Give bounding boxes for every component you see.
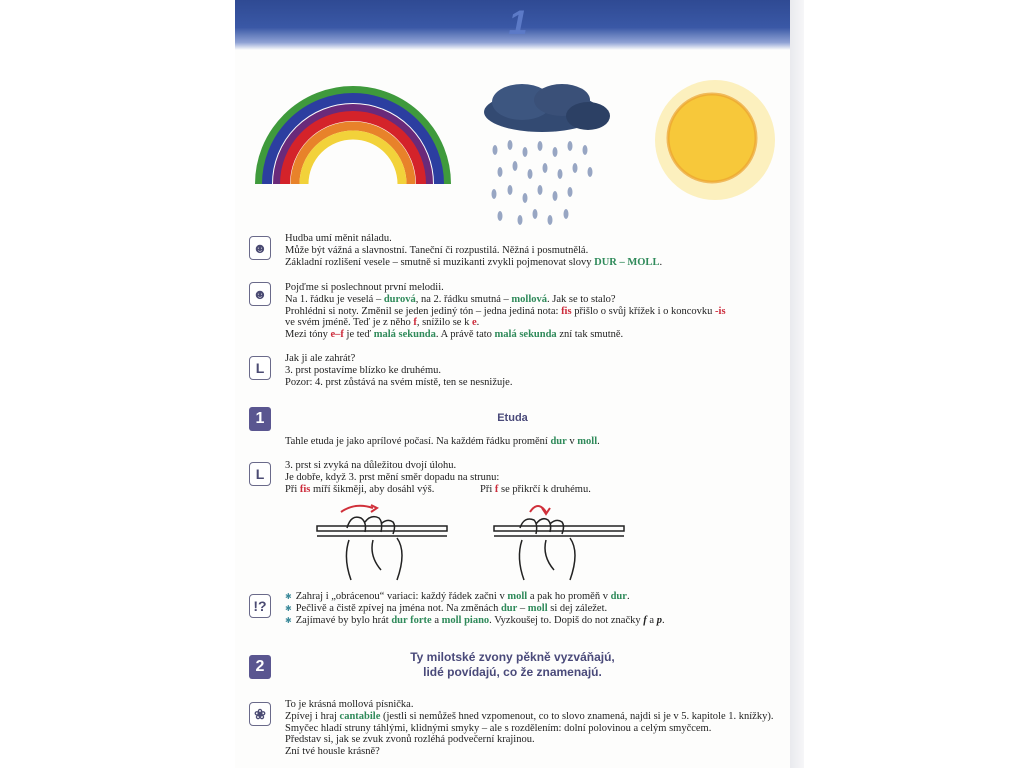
hand-f-drawing xyxy=(490,500,630,585)
fingering-text xyxy=(285,353,512,388)
facing-page-edge xyxy=(790,0,804,768)
song-instructions xyxy=(285,699,773,758)
rainbow-illustration xyxy=(253,78,453,188)
melody-line: Prohlédni si noty. Změnil se jeden jediný tón – jedna jediná nota: fis přišlo o svůj křížek i o koncovku -is xyxy=(285,305,726,317)
third-finger-line: 3. prst si zvyká na důležitou dvojí úlohu. xyxy=(285,460,457,471)
fingering-line: Jak ji ale zahrát? xyxy=(285,353,356,364)
task-item: ✱ Zajímavé by bylo hrát dur forte a moll piano. Vyzkoušej to. Dopiš do not značky f a p. xyxy=(285,615,665,627)
song-line: Smyčec hladí struny táhlými, klidnými smyky – ale s rozdělením: dolní polovinou a celým smyčcem. xyxy=(285,722,712,734)
melody-line: Pojďme si poslechnout první melodii. xyxy=(285,282,444,293)
rain-cloud-illustration xyxy=(470,80,615,240)
song-line: To je krásná mollová písnička. xyxy=(285,699,414,710)
task-item: ✱ Zahraj i „obrácenou“ variaci: každý řádek začni v moll a pak ho proměň v dur. xyxy=(285,591,665,603)
melody-text xyxy=(285,282,726,341)
exercise-number-badge: 2 xyxy=(249,655,271,679)
melody-line: ve svém jméně. Teď je z něho f, snížilo se k e. xyxy=(285,317,480,329)
song-line: Zní tvé housle krásně? xyxy=(285,746,380,758)
fingering-line: Pozor: 4. prst zůstává na svém místě, ten se nesnižuje. xyxy=(285,376,513,388)
chapter-banner xyxy=(235,0,790,50)
sun-illustration xyxy=(640,68,790,208)
song-line: Zpívej i hraj cantabile (jestli si nemůžeš hned vzpomenout, co to slovo znamená, najdi si je v 5. kapitole 1. knížky). xyxy=(285,710,774,722)
song-line: Představ si, jak se zvuk zvonů rozléhá podvečerní krajinou. xyxy=(285,734,535,746)
letter-L-icon: L xyxy=(249,462,271,486)
f-caption: Při f se přikrčí k druhému. xyxy=(480,484,591,495)
textbook-page xyxy=(235,0,790,768)
task-list xyxy=(285,591,665,626)
listening-face-icon: ☻ xyxy=(249,236,271,260)
chapter-number: 1 xyxy=(508,4,528,42)
fis-caption: Při fis míří šikměji, aby dosáhl výš. xyxy=(285,484,435,495)
bird-icon: ❀ xyxy=(249,702,271,726)
letter-L-icon: L xyxy=(249,356,271,380)
melody-line: Mezi tóny e–f je teď malá sekunda. A právě tato malá sekunda zní tak smutně. xyxy=(285,329,624,341)
exercise-number-badge: 1 xyxy=(249,407,271,431)
fingering-line: 3. prst postavíme blízko ke druhému. xyxy=(285,364,442,376)
intro-line: Hudba umí měnit náladu. xyxy=(285,233,392,244)
intro-text xyxy=(285,233,662,268)
song-title: Ty milotské zvony pěkně vyzváňajú, lidé povídajú, co že znamenajú. xyxy=(410,650,615,679)
third-finger-text xyxy=(285,460,499,484)
intro-line: Může být vážná a slavnostní. Taneční či rozpustilá. Něžná i posmutnělá. xyxy=(285,244,589,256)
listening-face-icon: ☻ xyxy=(249,282,271,306)
melody-line: Na 1. řádku je veselá – durová, na 2. řádku smutná – mollová. Jak se to stalo? xyxy=(285,293,616,305)
task-item: ✱ Pečlivě a čistě zpívej na jména not. Na změnách dur – moll si dej záležet. xyxy=(285,603,665,615)
exclamation-question-icon: !? xyxy=(249,594,271,618)
etuda-title: Etuda xyxy=(497,412,528,424)
hand-fis-drawing xyxy=(313,500,453,585)
intro-line: Základní rozlišení vesele – smutně si muzikanti zvykli pojmenovat slovy DUR – MOLL. xyxy=(285,256,663,268)
third-finger-line: Je dobře, když 3. prst mění směr dopadu na strunu: xyxy=(285,471,500,483)
etuda-text: Tahle etuda je jako aprílové počasí. Na každém řádku promění dur v moll. xyxy=(285,436,600,447)
